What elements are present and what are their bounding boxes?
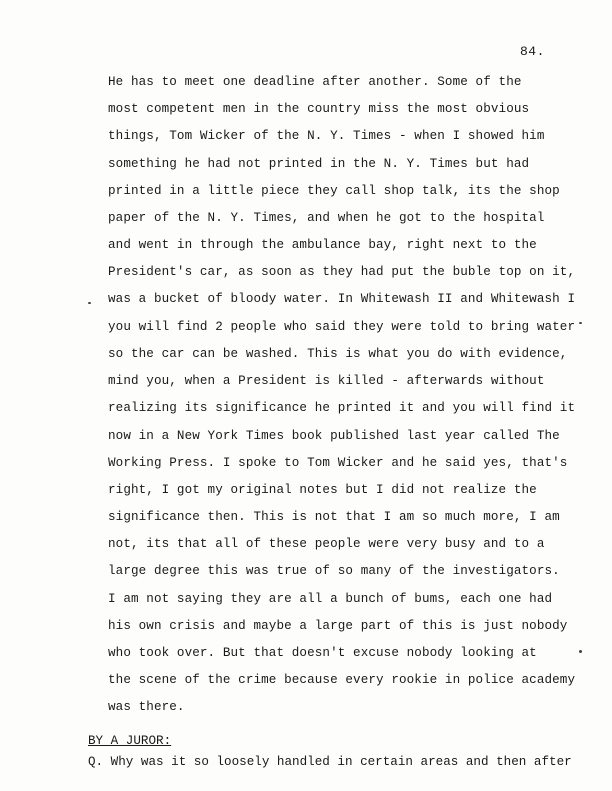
testimony-line: paper of the N. Y. Times, and when he got to the hospital (108, 211, 545, 225)
testimony-line: large degree this was true of so many of the investigators. (108, 564, 560, 578)
testimony-line: you will find 2 people who said they were told to bring water (108, 320, 576, 334)
testimony-line: the scene of the crime because every rookie in police academy (108, 673, 576, 687)
testimony-line: He has to meet one deadline after another. Some of the (108, 75, 522, 89)
testimony-line: significance then. This is not that I am so much more, I am (108, 510, 560, 524)
testimony-line: printed in a little piece they call shop talk, its the shop (108, 184, 560, 198)
scan-speck (579, 322, 582, 324)
page-number: 84. (520, 44, 545, 59)
testimony-line: Working Press. I spoke to Tom Wicker and he said yes, that's (108, 456, 568, 470)
testimony-line: was a bucket of bloody water. In Whitewash II and Whitewash I (108, 292, 576, 306)
testimony-line: now in a New York Times book published last year called The (108, 429, 560, 443)
testimony-line: was there. (108, 700, 185, 714)
testimony-line: mind you, when a President is killed - afterwards without (108, 374, 545, 388)
scan-speck (579, 650, 582, 653)
section-heading: BY A JUROR: (88, 734, 172, 748)
testimony-line: his own crisis and maybe a large part of this is just nobody (108, 619, 568, 633)
testimony-line: something he had not printed in the N. Y. Times but had (108, 157, 530, 171)
testimony-line: so the car can be washed. This is what you do with evidence, (108, 347, 568, 361)
scan-speck (88, 302, 91, 304)
testimony-line: who took over. But that doesn't excuse nobody looking at (108, 646, 537, 660)
testimony-line: right, I got my original notes but I did not realize the (108, 483, 537, 497)
question-line: Q. Why was it so loosely handled in certain areas and then after (88, 755, 572, 769)
testimony-line: I am not saying they are all a bunch of bums, each one had (108, 592, 553, 606)
testimony-line: not, its that all of these people were very busy and to a (108, 537, 545, 551)
testimony-line: President's car, as soon as they had put the buble top on it, (108, 265, 576, 279)
testimony-line: things, Tom Wicker of the N. Y. Times - when I showed him (108, 129, 545, 143)
testimony-line: most competent men in the country miss the most obvious (108, 102, 530, 116)
testimony-line: and went in through the ambulance bay, right next to the (108, 238, 537, 252)
testimony-line: realizing its significance he printed it and you will find it (108, 401, 576, 415)
